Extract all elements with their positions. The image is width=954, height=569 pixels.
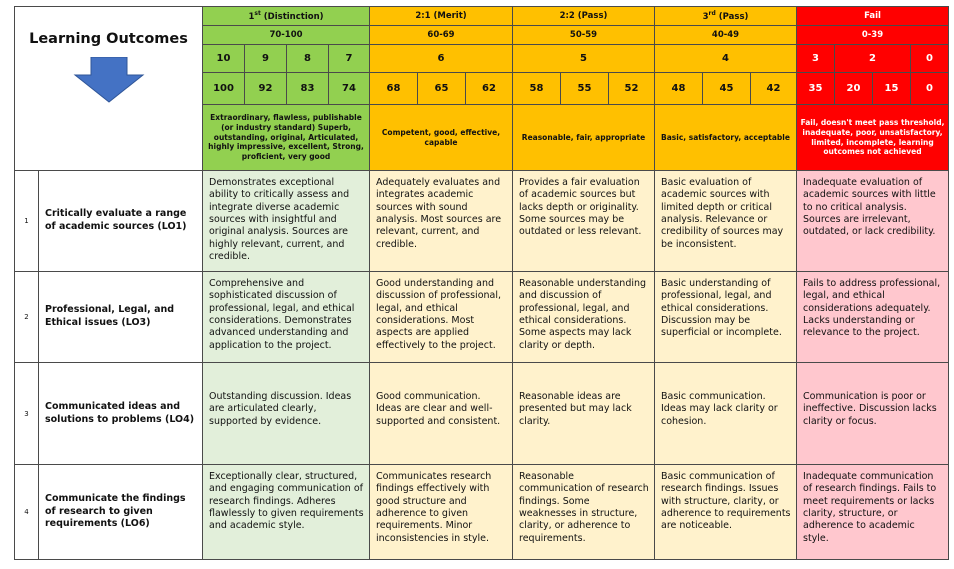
criteria-cell-third: Basic communication. Ideas may lack clarity or cohesion. [655, 363, 797, 465]
mark-cell: 58 [513, 73, 561, 105]
band-third-name: 3rd (Pass) [655, 7, 797, 26]
band-distinction-name: 1st (Distinction) [203, 7, 370, 26]
band-fail-name: Fail [797, 7, 949, 26]
tier-cell: 2 [835, 45, 911, 73]
outcome-number: 3 [15, 363, 39, 465]
table-row [15, 363, 949, 465]
band-merit-name: 2:1 (Merit) [370, 7, 513, 26]
criteria-cell-distinction: Demonstrates exceptional ability to critically assess and integrate diverse academic sources with insightful and original analysis. Sources are highly relevant, current, and credible. [203, 171, 370, 272]
tier-cell: 5 [513, 45, 655, 73]
criteria-cell-distinction: Comprehensive and sophisticated discussion of professional, legal, and ethical considerations. Demonstrates advanced understanding and application to the project. [203, 272, 370, 363]
criteria-cell-fail: Fails to address professional, legal, and ethical considerations adequately. Lacks understanding or relevance to the project. [797, 272, 949, 363]
criteria-cell-merit: Communicates research findings effectively with good structure and adherence to given requirements. Minor inconsistencies in style. [370, 465, 513, 560]
criteria-cell-third: Basic evaluation of academic sources with limited depth or critical analysis. Relevance or credibility of sources may be inconsistent. [655, 171, 797, 272]
table-row [15, 171, 949, 272]
outcome-title: Professional, Legal, and Ethical issues (LO3) [39, 272, 203, 363]
criteria-cell-pass22: Provides a fair evaluation of academic sources but lacks depth or originality. Some sources may be outdated or less relevant. [513, 171, 655, 272]
down-arrow-icon [73, 57, 145, 103]
mark-cell: 42 [751, 73, 797, 105]
band-distinction-descriptor: Extraordinary, flawless, publishable (or industry standard) Superb, outstanding, original, Articulated, highly impressive, excellent, Strong, proficient, very good [203, 105, 370, 171]
criteria-cell-fail: Inadequate communication of research findings. Fails to meet requirements or lacks clarity, structure, or adherence to academic style. [797, 465, 949, 560]
band-fail-descriptor: Fail, doesn't meet pass threshold, inadequate, poor, unsatisfactory, limited, incomplete, learning outcomes not achieved [797, 105, 949, 171]
mark-cell: 52 [609, 73, 655, 105]
criteria-cell-distinction: Outstanding discussion. Ideas are articulated clearly, supported by evidence. [203, 363, 370, 465]
band-pass22-range: 50-59 [513, 26, 655, 45]
band-third-range: 40-49 [655, 26, 797, 45]
band-pass22-descriptor: Reasonable, fair, appropriate [513, 105, 655, 171]
tier-cell: 10 [203, 45, 245, 73]
criteria-cell-merit: Adequately evaluates and integrates academic sources with sound analysis. Most sources are relevant, current, and credible. [370, 171, 513, 272]
tier-cell: 3 [797, 45, 835, 73]
band-fail-range: 0-39 [797, 26, 949, 45]
mark-cell: 0 [911, 73, 949, 105]
criteria-cell-pass22: Reasonable understanding and discussion of professional, legal, and ethical considerations. Some aspects may lack clarity or depth. [513, 272, 655, 363]
criteria-cell-fail: Inadequate evaluation of academic sources with little to no critical analysis. Sources are irrelevant, outdated, or lack credibility. [797, 171, 949, 272]
criteria-cell-pass22: Reasonable communication of research findings. Some weaknesses in structure, clarity, or adherence to requirements. [513, 465, 655, 560]
mark-cell: 20 [835, 73, 873, 105]
criteria-cell-distinction: Exceptionally clear, structured, and engaging communication of research findings. Adheres flawlessly to given requirements and academic style. [203, 465, 370, 560]
table-row [15, 272, 949, 363]
learning-outcomes-header [15, 7, 203, 171]
outcome-number: 2 [15, 272, 39, 363]
tier-cell: 0 [911, 45, 949, 73]
outcome-title: Critically evaluate a range of academic sources (LO1) [39, 171, 203, 272]
outcome-number: 1 [15, 171, 39, 272]
mark-cell: 100 [203, 73, 245, 105]
outcome-title: Communicated ideas and solutions to problems (LO4) [39, 363, 203, 465]
tier-cell: 4 [655, 45, 797, 73]
criteria-cell-merit: Good communication. Ideas are clear and well-supported and consistent. [370, 363, 513, 465]
outcome-number: 4 [15, 465, 39, 560]
mark-cell: 15 [873, 73, 911, 105]
tier-cell: 9 [245, 45, 287, 73]
band-third-descriptor: Basic, satisfactory, acceptable [655, 105, 797, 171]
mark-cell: 65 [418, 73, 466, 105]
mark-cell: 55 [561, 73, 609, 105]
rubric-table [14, 6, 949, 560]
table-row [15, 465, 949, 560]
mark-cell: 48 [655, 73, 703, 105]
mark-cell: 83 [287, 73, 329, 105]
criteria-cell-third: Basic understanding of professional, legal, and ethical considerations. Discussion may be superficial or incomplete. [655, 272, 797, 363]
criteria-cell-pass22: Reasonable ideas are presented but may lack clarity. [513, 363, 655, 465]
band-pass22-name: 2:2 (Pass) [513, 7, 655, 26]
mark-cell: 68 [370, 73, 418, 105]
mark-cell: 74 [329, 73, 370, 105]
mark-cell: 35 [797, 73, 835, 105]
mark-cell: 92 [245, 73, 287, 105]
tier-cell: 7 [329, 45, 370, 73]
band-distinction-range: 70-100 [203, 26, 370, 45]
criteria-cell-fail: Communication is poor or ineffective. Discussion lacks clarity or focus. [797, 363, 949, 465]
criteria-cell-third: Basic communication of research findings. Issues with structure, clarity, or adherence to requirements are noticeable. [655, 465, 797, 560]
band-merit-range: 60-69 [370, 26, 513, 45]
outcome-title: Communicate the findings of research to given requirements (LO6) [39, 465, 203, 560]
band-merit-descriptor: Competent, good, effective, capable [370, 105, 513, 171]
tier-cell: 6 [370, 45, 513, 73]
learning-outcomes-title: Learning Outcomes [29, 31, 188, 47]
criteria-cell-merit: Good understanding and discussion of professional, legal, and ethical considerations. Most aspects are applied effectively to the project. [370, 272, 513, 363]
mark-cell: 45 [703, 73, 751, 105]
mark-cell: 62 [466, 73, 513, 105]
tier-cell: 8 [287, 45, 329, 73]
